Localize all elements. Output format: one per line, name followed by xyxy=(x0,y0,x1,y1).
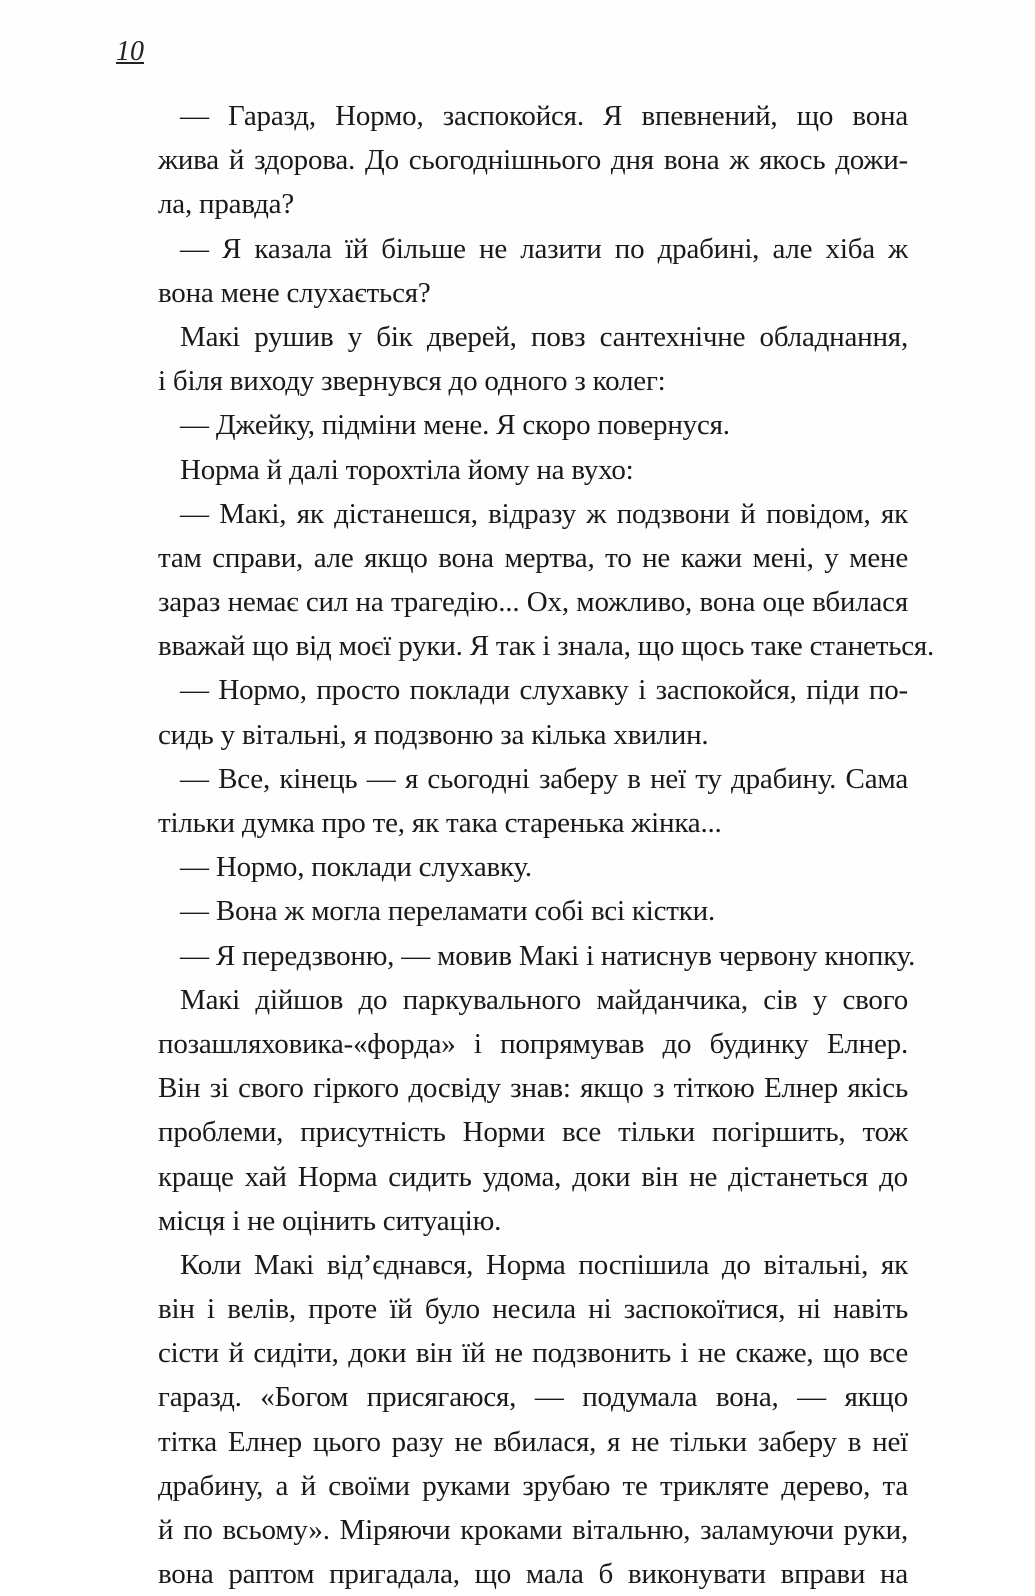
text-line: Він зі свого гіркого досвіду знав: якщо з тіткою Елнер якісь xyxy=(158,1072,908,1105)
text-line: Коли Макі від’єднався, Норма поспішила до вітальні, як xyxy=(180,1248,908,1281)
text-line: — Я передзвоню, — мовив Макі і натиснув червону кнопку. xyxy=(180,939,916,972)
text-line: він і велів, проте їй було несила ні заспокоїтися, ні навіть xyxy=(158,1293,908,1326)
text-line: — Гаразд, Нормо, заспокойся. Я впевнений, що вона xyxy=(180,100,908,132)
text-line: — Джейку, підміни мене. Я скоро повернуся. xyxy=(180,409,730,442)
text-line: Норма й далі торохтіла йому на вухо: xyxy=(180,453,634,486)
page-number: 10 xyxy=(116,36,144,67)
text-line: тітка Елнер цього разу не вбилася, я не тільки заберу в неї xyxy=(158,1425,908,1458)
text-line: — Нормо, поклади слухавку. xyxy=(180,851,532,884)
text-line: — Макі, як дістанешся, відразу ж подзвони й повідом, як xyxy=(180,497,908,530)
text-line: ла, правда? xyxy=(158,188,295,221)
text-line: — Все, кінець — я сьогодні заберу в неї ту драбину. Сама xyxy=(180,762,908,795)
text-line: — Я казала їй більше не лазити по драбині, але хіба ж xyxy=(180,232,908,265)
text-line: й по всьому». Міряючи кроками вітальню, заламуючи руки, xyxy=(158,1514,908,1546)
text-line: позашляховика-«форда» і попрямував до будинку Елнер. xyxy=(158,1027,908,1060)
text-line: — Вона ж могла переламати собі всі кістки. xyxy=(180,895,715,928)
text-line: Макі рушив у бік дверей, повз сантехнічне обладнання, xyxy=(180,320,908,353)
text-line: вона раптом пригадала, що мала б виконувати вправи на xyxy=(158,1558,908,1591)
text-line: — Нормо, просто поклади слухавку і заспокойся, піди по- xyxy=(180,674,908,707)
text-line: вважай що від моєї руки. Я так і знала, що щось таке станеться. xyxy=(158,630,935,663)
body-text xyxy=(158,94,935,1596)
text-line: і біля виходу звернувся до одного з колег: xyxy=(158,365,666,398)
text-line: там справи, але якщо вона мертва, то не кажи мені, у мене xyxy=(158,541,908,574)
text-line: жива й здорова. До сьогоднішнього дня вона ж якось дожи- xyxy=(158,144,908,177)
text-line: тільки думка про те, як така старенька жінка... xyxy=(158,807,722,839)
text-line: краще хай Норма сидить удома, доки він не дістанеться до xyxy=(158,1160,908,1193)
text-line: вона мене слухається? xyxy=(158,276,431,309)
text-line: драбину, а й своїми руками зрубаю те трикляте дерево, та xyxy=(158,1469,908,1502)
text-line: Макі дійшов до паркувального майданчика, сів у свого xyxy=(180,983,908,1016)
text-line: сидь у вітальні, я подзвоню за кілька хвилин. xyxy=(158,718,709,751)
text-line: гаразд. «Богом присягаюся, — подумала вона, — якщо xyxy=(158,1381,908,1414)
text-line: місця і не оцінить ситуацію. xyxy=(158,1204,502,1237)
text-line: зараз немає сил на трагедію... Ох, можливо, вона оце вбилася xyxy=(158,586,908,619)
text-line: сісти й сидіти, доки він їй не подзвонить і не скаже, що все xyxy=(158,1337,908,1370)
text-line: проблеми, присутність Норми все тільки погіршить, тож xyxy=(158,1116,908,1149)
